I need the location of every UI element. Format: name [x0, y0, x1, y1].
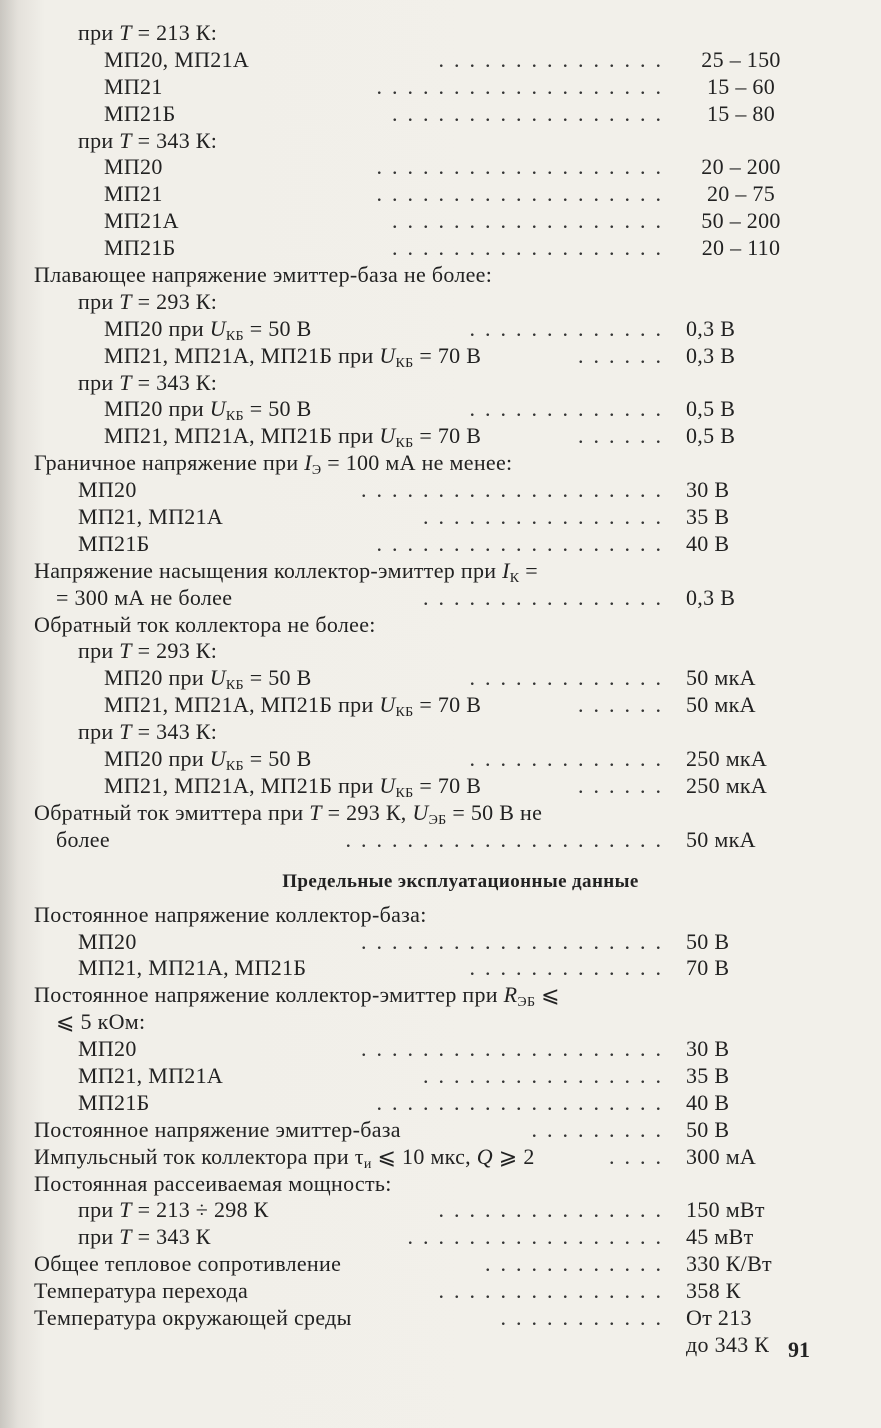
parameter-row [0, 477, 881, 504]
parameter-label: = 300 мА не более [56, 584, 233, 610]
leader-dots: .... [609, 1143, 671, 1169]
parameter-row [0, 1197, 881, 1224]
parameter-label: МП20 при $U_{КБ} = 50$ В [104, 315, 312, 344]
parameter-row [0, 504, 881, 531]
parameter-value: 30 В [686, 477, 730, 503]
parameter-row [0, 773, 881, 800]
parameter-value: 0,5 В [686, 423, 736, 449]
parameter-value: 0,3 В [686, 315, 736, 341]
parameter-row [0, 262, 881, 289]
parameter-label: Температура перехода [34, 1278, 249, 1304]
leader-dots: ......... [531, 1116, 671, 1142]
leader-dots: ................ [423, 1062, 671, 1088]
parameter-label: при T = 343 К [78, 1224, 211, 1250]
parameter-value: 150 мВт [686, 1197, 765, 1223]
parameter-label: при T = 293 К: [78, 638, 218, 664]
parameter-row [0, 665, 881, 692]
parameter-row [0, 638, 881, 665]
parameter-label: МП21Б [78, 530, 150, 556]
parameter-label: МП21 [104, 73, 163, 99]
leader-dots: ...... [578, 423, 671, 449]
parameter-label: Напряжение насыщения коллектор-эмиттер при $I_К$ = [34, 557, 538, 586]
parameter-row [0, 1009, 881, 1036]
parameter-row [0, 47, 881, 74]
parameter-row [0, 1224, 881, 1251]
leader-dots: .................. [392, 208, 671, 234]
parameter-row [0, 343, 881, 370]
leader-dots: .................. [392, 100, 671, 126]
parameter-label: при T = 213 К: [78, 20, 218, 45]
leader-dots: ................... [376, 73, 671, 99]
parameter-value: 50 В [686, 928, 730, 954]
leader-dots: .................... [361, 1036, 671, 1062]
parameter-value: 50 мкА [686, 692, 756, 718]
parameter-row [0, 423, 881, 450]
parameter-value: 50 – 200 [701, 208, 781, 234]
parameter-value: 0,3 В [686, 342, 736, 368]
parameter-row [0, 800, 881, 827]
leader-dots: ............. [469, 396, 671, 422]
parameter-label: МП21, МП21А, МП21Б [78, 955, 307, 981]
parameter-value: 40 В [686, 1089, 730, 1115]
parameter-label: более [56, 826, 110, 852]
parameter-label: МП21, МП21А [78, 504, 224, 530]
parameter-row [0, 719, 881, 746]
parameter-value: 50 В [686, 1116, 730, 1142]
parameter-label: Постоянное напряжение эмиттер-база [34, 1116, 401, 1142]
parameter-row [0, 101, 881, 128]
parameter-value: 0,5 В [686, 396, 736, 422]
parameter-row [0, 396, 881, 423]
leader-dots: ................. [407, 1224, 671, 1250]
parameter-label: МП21А [104, 208, 179, 234]
parameter-label: МП20 [78, 928, 137, 954]
leader-dots: ...... [578, 342, 671, 368]
leader-dots: ............... [438, 1197, 671, 1223]
parameter-value: 45 мВт [686, 1224, 754, 1250]
parameter-value: 250 мкА [686, 772, 768, 798]
parameter-row [0, 289, 881, 316]
parameter-row [0, 1090, 881, 1117]
parameter-row [0, 827, 881, 854]
parameter-label: Плавающее напряжение эмиттер-база не более: [34, 262, 493, 288]
parameter-row [0, 208, 881, 235]
parameter-label: Постоянная рассеиваемая мощность: [34, 1170, 392, 1196]
parameter-row [0, 558, 881, 585]
parameter-value: 300 мА [686, 1143, 757, 1169]
leader-dots: ............... [438, 1278, 671, 1304]
parameter-label: МП21 [104, 181, 163, 207]
parameter-row [0, 746, 881, 773]
parameter-row [0, 154, 881, 181]
parameter-label: МП21, МП21А, МП21Б при $U_{КБ} = 70$ В [104, 342, 482, 371]
parameter-value: 20 – 200 [701, 154, 781, 180]
leader-dots: .................. [392, 235, 671, 261]
parameter-row [0, 585, 881, 612]
parameter-label: при T = 213 ÷ 298 К [78, 1197, 269, 1223]
parameter-label: при T = 343 К: [78, 127, 218, 153]
leader-dots: ..................... [345, 826, 671, 852]
parameter-label: Импульсный ток коллектора при $\tau_и$ ⩽ 10 мкс, Q ⩾ 2 [34, 1143, 535, 1172]
parameter-value: 40 В [686, 530, 730, 556]
parameter-value: 0,3 В [686, 584, 736, 610]
leader-dots: ................ [423, 584, 671, 610]
parameter-value: 250 мкА [686, 746, 768, 772]
parameter-value: 358 К [686, 1278, 741, 1304]
leader-dots: ............. [469, 746, 671, 772]
parameter-row [0, 929, 881, 956]
parameter-row [0, 1171, 881, 1198]
leader-dots: ............ [485, 1251, 671, 1277]
parameter-value: 70 В [686, 955, 730, 981]
parameter-row [0, 1278, 881, 1305]
parameter-label: ⩽ 5 кОм: [56, 1009, 146, 1035]
parameter-row [0, 955, 881, 982]
parameter-label: при T = 293 К: [78, 288, 218, 314]
parameter-value: 50 мкА [686, 665, 756, 691]
parameter-row [0, 450, 881, 477]
leader-dots: ................... [376, 530, 671, 556]
parameter-row [0, 316, 881, 343]
leader-dots: .................... [361, 928, 671, 954]
parameter-row [0, 1036, 881, 1063]
parameter-value: 50 мкА [686, 826, 756, 852]
parameter-value: 330 К/Вт [686, 1251, 772, 1277]
parameter-row [0, 692, 881, 719]
parameter-label: МП20 [104, 154, 163, 180]
parameter-value: 25 – 150 [701, 46, 781, 72]
parameter-label: МП21, МП21А [78, 1062, 224, 1088]
parameter-value: 20 – 110 [701, 235, 781, 261]
leader-dots: ........... [500, 1304, 671, 1330]
page-number: 91 [788, 1337, 810, 1362]
parameter-value: 15 – 60 [706, 73, 776, 99]
parameter-row [0, 902, 881, 929]
parameter-label: МП21Б [104, 100, 176, 126]
leader-dots: ............. [469, 665, 671, 691]
parameter-row [0, 1251, 881, 1278]
leader-dots: ............... [438, 46, 671, 72]
leader-dots: ............. [469, 955, 671, 981]
parameter-row [0, 612, 881, 639]
parameter-label: МП21Б [104, 235, 176, 261]
leader-dots: ............. [469, 315, 671, 341]
parameter-label: Постоянное напряжение коллектор-база: [34, 901, 427, 927]
parameter-row [0, 531, 881, 558]
leader-dots: .................... [361, 477, 671, 503]
parameter-value: 20 – 75 [706, 181, 776, 207]
parameter-label: МП21, МП21А, МП21Б при $U_{КБ} = 70$ В [104, 692, 482, 721]
parameter-label: МП20 [78, 1036, 137, 1062]
parameter-label: Постоянное напряжение коллектор-эмиттер при $R_{ЭБ}$ ⩽ [34, 982, 560, 1011]
parameter-label: при T = 343 К: [78, 719, 218, 745]
leader-dots: ...... [578, 772, 671, 798]
parameter-row [0, 370, 881, 397]
parameter-label: Температура окружающей среды [34, 1304, 352, 1330]
parameter-label: Обратный ток эмиттера при T = 293 К, $U_{ЭБ} = 50$ В не [34, 799, 543, 828]
parameter-value: 15 – 80 [706, 100, 776, 126]
parameter-label: МП21, МП21А, МП21Б при $U_{КБ} = 70$ В [104, 772, 482, 801]
parameter-row [0, 20, 881, 47]
parameter-row [0, 1063, 881, 1090]
parameter-list-top [0, 20, 881, 854]
parameter-row [0, 1117, 881, 1144]
leader-dots: ................ [423, 504, 671, 530]
parameter-value: От 213 [686, 1304, 752, 1330]
parameter-value: до 343 К [686, 1331, 770, 1357]
leader-dots: ................... [376, 181, 671, 207]
parameter-list-bottom [0, 902, 881, 1359]
parameter-label: МП20 при $U_{КБ} = 50$ В [104, 396, 312, 425]
parameter-label: Общее тепловое сопротивление [34, 1251, 342, 1277]
parameter-row [0, 1332, 881, 1359]
parameter-row [0, 181, 881, 208]
parameter-label: МП20 при $U_{КБ} = 50$ В [104, 665, 312, 694]
parameter-row [0, 1144, 881, 1171]
parameter-row [0, 74, 881, 101]
parameter-label: при T = 343 К: [78, 369, 218, 395]
parameter-label: МП20 при $U_{КБ} = 50$ В [104, 746, 312, 775]
section-heading: Предельные эксплуатационные данные [282, 870, 639, 892]
parameter-label: Обратный ток коллектора не более: [34, 611, 376, 637]
leader-dots: ...... [578, 692, 671, 718]
parameter-label: МП20 [78, 477, 137, 503]
leader-dots: ................... [376, 1089, 671, 1115]
parameter-value: 30 В [686, 1036, 730, 1062]
page-content [0, 20, 881, 1359]
leader-dots: ................... [376, 154, 671, 180]
parameter-label: МП20, МП21А [104, 46, 250, 72]
parameter-label: МП21Б [78, 1089, 150, 1115]
parameter-row [0, 235, 881, 262]
parameter-value: 35 В [686, 504, 730, 530]
parameter-value: 35 В [686, 1062, 730, 1088]
parameter-row [0, 1305, 881, 1332]
parameter-label: МП21, МП21А, МП21Б при $U_{КБ} = 70$ В [104, 423, 482, 452]
parameter-row [0, 982, 881, 1009]
parameter-row [0, 128, 881, 155]
parameter-label: Граничное напряжение при $I_Э = 100$ мА не менее: [34, 450, 513, 479]
